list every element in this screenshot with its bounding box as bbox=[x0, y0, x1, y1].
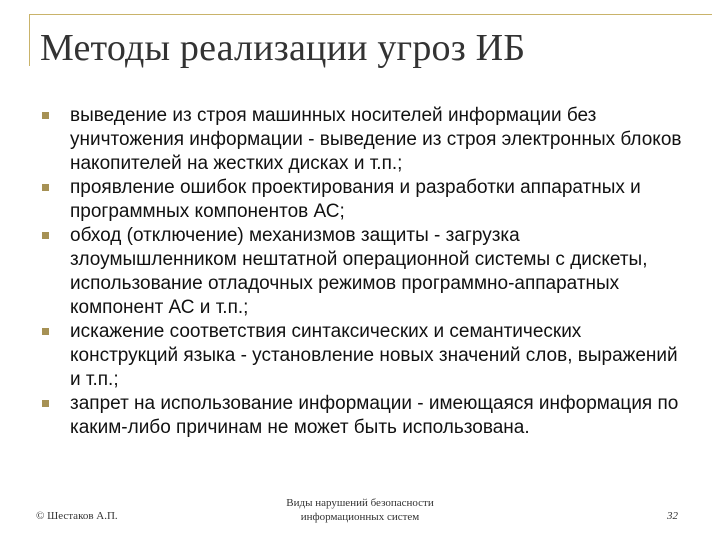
list-item bbox=[42, 392, 682, 440]
list-item-text: искажение соответствия синтаксических и семантических конструкций языка - установление новых значений слов, выражений и т.п.; bbox=[70, 321, 678, 390]
bullet-list bbox=[42, 104, 682, 440]
list-item-text: выведение из строя машинных носителей информации без уничтожения информации - выведение из строя электронных блоков накопителей на жестких дисках и т.п.; bbox=[70, 105, 682, 174]
list-item bbox=[42, 104, 682, 176]
list-item bbox=[42, 224, 682, 320]
square-bullet-icon bbox=[42, 328, 49, 335]
square-bullet-icon bbox=[42, 400, 49, 407]
square-bullet-icon bbox=[42, 184, 49, 191]
slide-title: Методы реализации угроз ИБ bbox=[40, 27, 526, 69]
list-item bbox=[42, 176, 682, 224]
footer-author: © Шестаков А.П. bbox=[36, 510, 118, 522]
footer-topic bbox=[240, 496, 480, 524]
list-item-text: обход (отключение) механизмов защиты - загрузка злоумышленником нештатной операционной системы с дискеты, использование отладочных режимов программно-аппаратных компонент АС и т.п.; bbox=[70, 225, 648, 318]
frame-left-line bbox=[29, 14, 30, 66]
footer-topic-line-2: информационных систем bbox=[300, 511, 420, 523]
square-bullet-icon bbox=[42, 232, 49, 239]
list-item-text: запрет на использование информации - имеющаяся информация по каким-либо причинам не может быть использована. bbox=[70, 393, 679, 438]
list-item-text: проявление ошибок проектирования и разработки аппаратных и программных компонентов АС; bbox=[70, 177, 641, 222]
page-number: 32 bbox=[667, 510, 678, 522]
footer-topic-line-1: Виды нарушений безопасности bbox=[286, 497, 434, 509]
frame-top-line bbox=[29, 14, 712, 15]
square-bullet-icon bbox=[42, 112, 49, 119]
list-item bbox=[42, 320, 682, 392]
